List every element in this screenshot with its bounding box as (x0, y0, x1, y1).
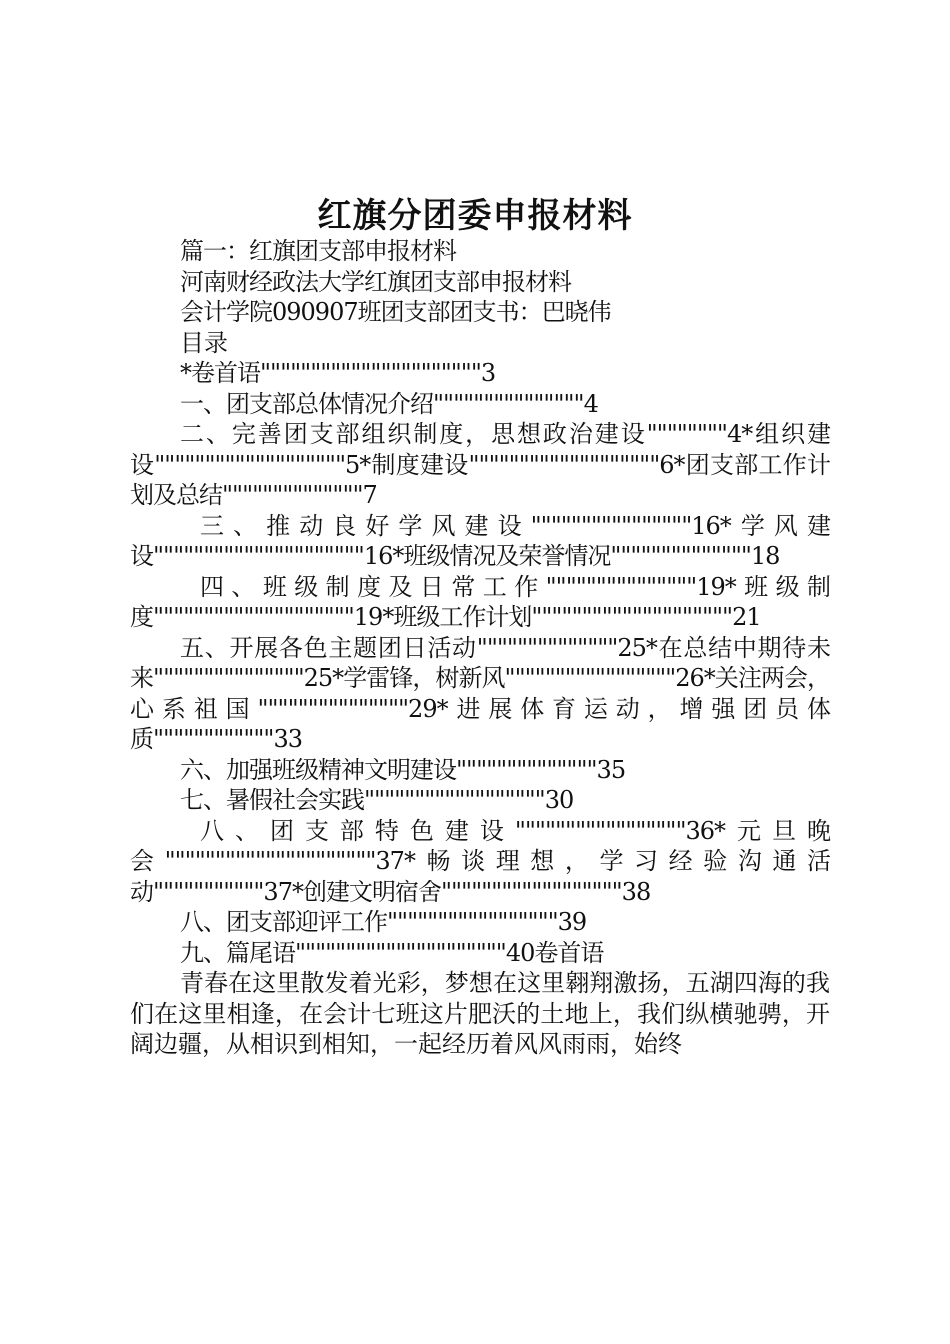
document-body (130, 236, 830, 1060)
toc-entry-group: 四、班级制度及日常工作"""""""""""""""19*班级制度""""""""""""""""""""19*班级工作计划""""""""""""""""""""21 (130, 572, 830, 631)
toc-entry-group: 二、完善团支部组织制度，思想政治建设""""""""4*组织建设"""""""""""""""""""5*制度建设"""""""""""""""""""6*团支部工作计划及总结""""""""""""""7 (130, 420, 830, 509)
toc-entry-group: 五、开展各色主题团日活动""""""""""""""25*在总结中期待未来"""""""""""""""25*学雷锋，树新风"""""""""""""""""26*关注两会，心系祖国"""""""""""""""29*进展体育运动，增强团员体质""""""""""""33 (130, 633, 830, 753)
section-heading: 篇一：红旗团支部申报材料 (180, 237, 456, 265)
toc-entry-group: 八、团支部特色建设"""""""""""""""""36*元旦晚会"""""""""""""""""""""37*畅谈理想，学习经验沟通活动"""""""""""37*创建文明宿舍""""""""""""""""""38 (130, 816, 830, 906)
toc-entry: 九、篇尾语"""""""""""""""""""""40卷首语 (180, 938, 604, 967)
preface-paragraph: 青春在这里散发着光彩，梦想在这里翱翔激扬，五湖四海的我们在这里相逢，在会计七班这片肥沃的土地上，我们纵横驰骋，开阔边疆，从相识到相知，一起经历着风风雨雨，始终 (130, 969, 830, 1058)
toc-entry: *卷首语""""""""""""""""""""""3 (180, 359, 496, 387)
document-title: 红旗分团委申报材料 (317, 196, 633, 236)
toc-entry: 六、加强班级精神文明建设""""""""""""""35 (180, 755, 626, 784)
toc-entry: 七、暑假社会实践""""""""""""""""""30 (180, 786, 574, 814)
org-name-line: 河南财经政法大学红旗团支部申报材料 (180, 267, 571, 296)
toc-entry-group: 三、推动良好学风建设""""""""""""""""16*学风建设"""""""""""""""""""""16*班级情况及荣誉情况""""""""""""""18 (130, 511, 830, 570)
toc-entry: 八、团支部迎评工作"""""""""""""""""39 (180, 908, 587, 936)
author-line: 会计学院090907班团支部团支书：巴晓伟 (180, 298, 611, 326)
toc-entry: 一、团支部总体情况介绍"""""""""""""""4 (180, 389, 598, 418)
toc-heading: 目录 (180, 328, 228, 357)
